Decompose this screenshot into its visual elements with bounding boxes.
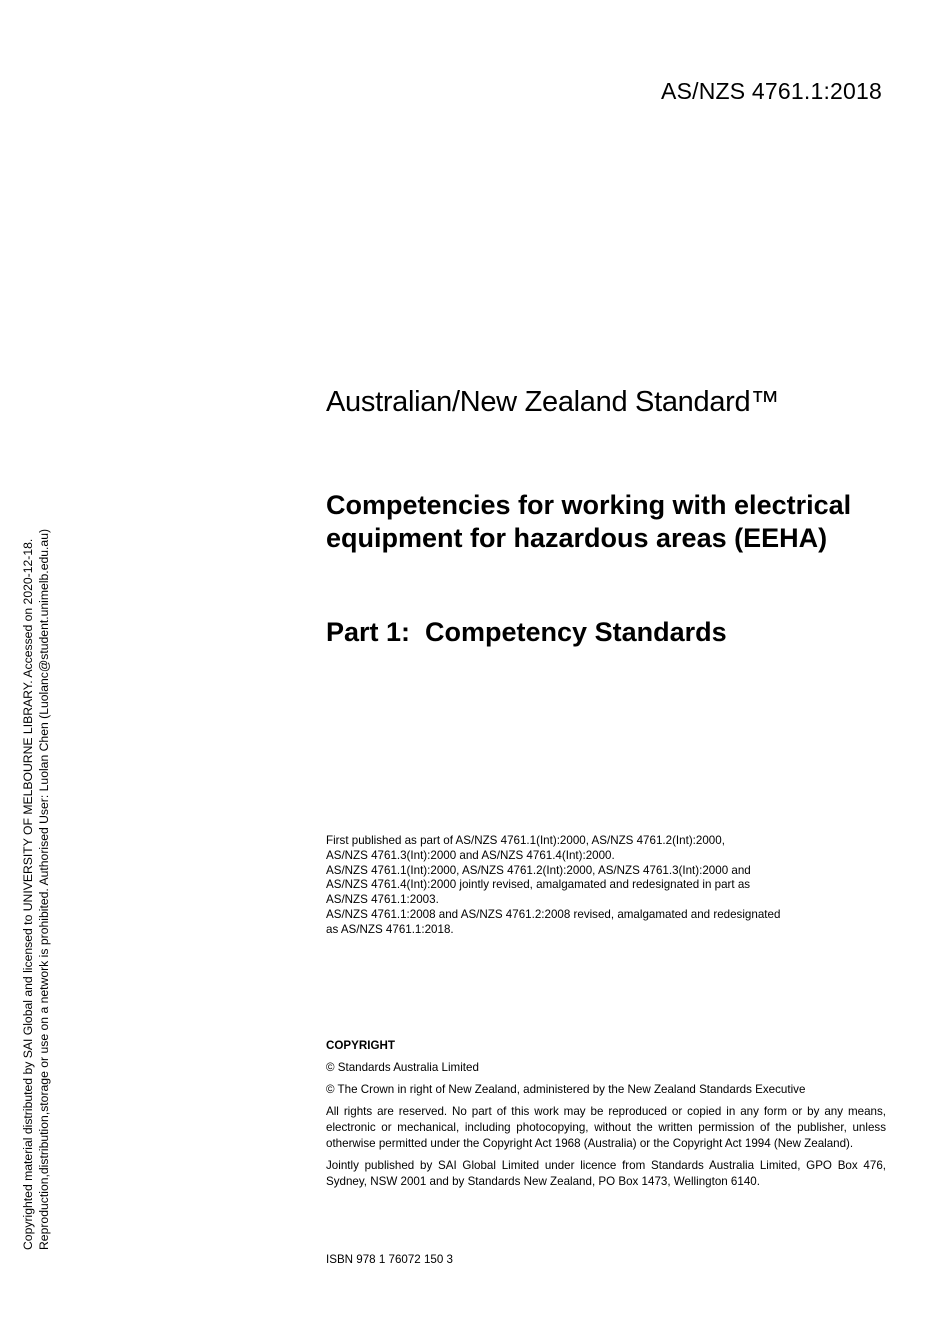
- licence-line-1: Copyrighted material distributed by SAI Global and licensed to UNIVERSITY OF MELBOURNE LIBRARY. Accessed on 2020-12-18.: [21, 538, 35, 1250]
- document-title: Competencies for working with electrical equipment for hazardous areas (EEHA): [326, 490, 852, 553]
- history-line: AS/NZS 4761.1(Int):2000, AS/NZS 4761.2(Int):2000, AS/NZS 4761.3(Int):2000 and: [326, 863, 751, 877]
- licence-line-2: Reproduction,distribution,storage or use on a network is prohibited. Authorised User: Luolan Chen (Luolanc@student.unimelb.edu.au): [37, 528, 51, 1250]
- part-title: Part 1: Competency Standards: [326, 617, 727, 647]
- series-title: Australian/New Zealand Standard™: [326, 386, 780, 418]
- history-line: First published as part of AS/NZS 4761.1(Int):2000, AS/NZS 4761.2(Int):2000,: [326, 834, 725, 847]
- history-line: AS/NZS 4761.1:2008 and AS/NZS 4761.2:2008 revised, amalgamated and redesignated: [326, 907, 781, 921]
- isbn: ISBN 978 1 76072 150 3: [326, 1253, 453, 1266]
- history-line: as AS/NZS 4761.1:2018.: [326, 922, 454, 936]
- history-line: AS/NZS 4761.3(Int):2000 and AS/NZS 4761.4(Int):2000.: [326, 848, 615, 862]
- publication-history: [326, 834, 886, 938]
- copyright-section: [326, 1038, 886, 1196]
- copyright-owner-au: © Standards Australia Limited: [326, 1061, 479, 1074]
- rights-statement: All rights are reserved. No part of this work may be reproduced or copied in any form or by any means, electronic or mechanical, including photocopying, without the written permission of the publisher, unless otherwise permitted under the Copyright Act 1968 (Australia) or the Copyright Act 1994 (New Zealand).: [326, 1105, 886, 1150]
- copyright-owner-nz: © The Crown in right of New Zealand, administered by the New Zealand Standards Executive: [326, 1083, 806, 1096]
- copyright-heading: COPYRIGHT: [326, 1039, 395, 1052]
- licence-watermark: [20, 490, 52, 1250]
- history-line: AS/NZS 4761.1:2003.: [326, 893, 439, 907]
- standard-number: AS/NZS 4761.1:2018: [661, 78, 882, 104]
- publisher-statement: Jointly published by SAI Global Limited under licence from Standards Australia Limited, GPO Box 476, Sydney, NSW 2001 and by Standards New Zealand, PO Box 1473, Wellington 6140.: [326, 1159, 886, 1188]
- history-line: AS/NZS 4761.4(Int):2000 jointly revised, amalgamated and redesignated in part as: [326, 878, 751, 892]
